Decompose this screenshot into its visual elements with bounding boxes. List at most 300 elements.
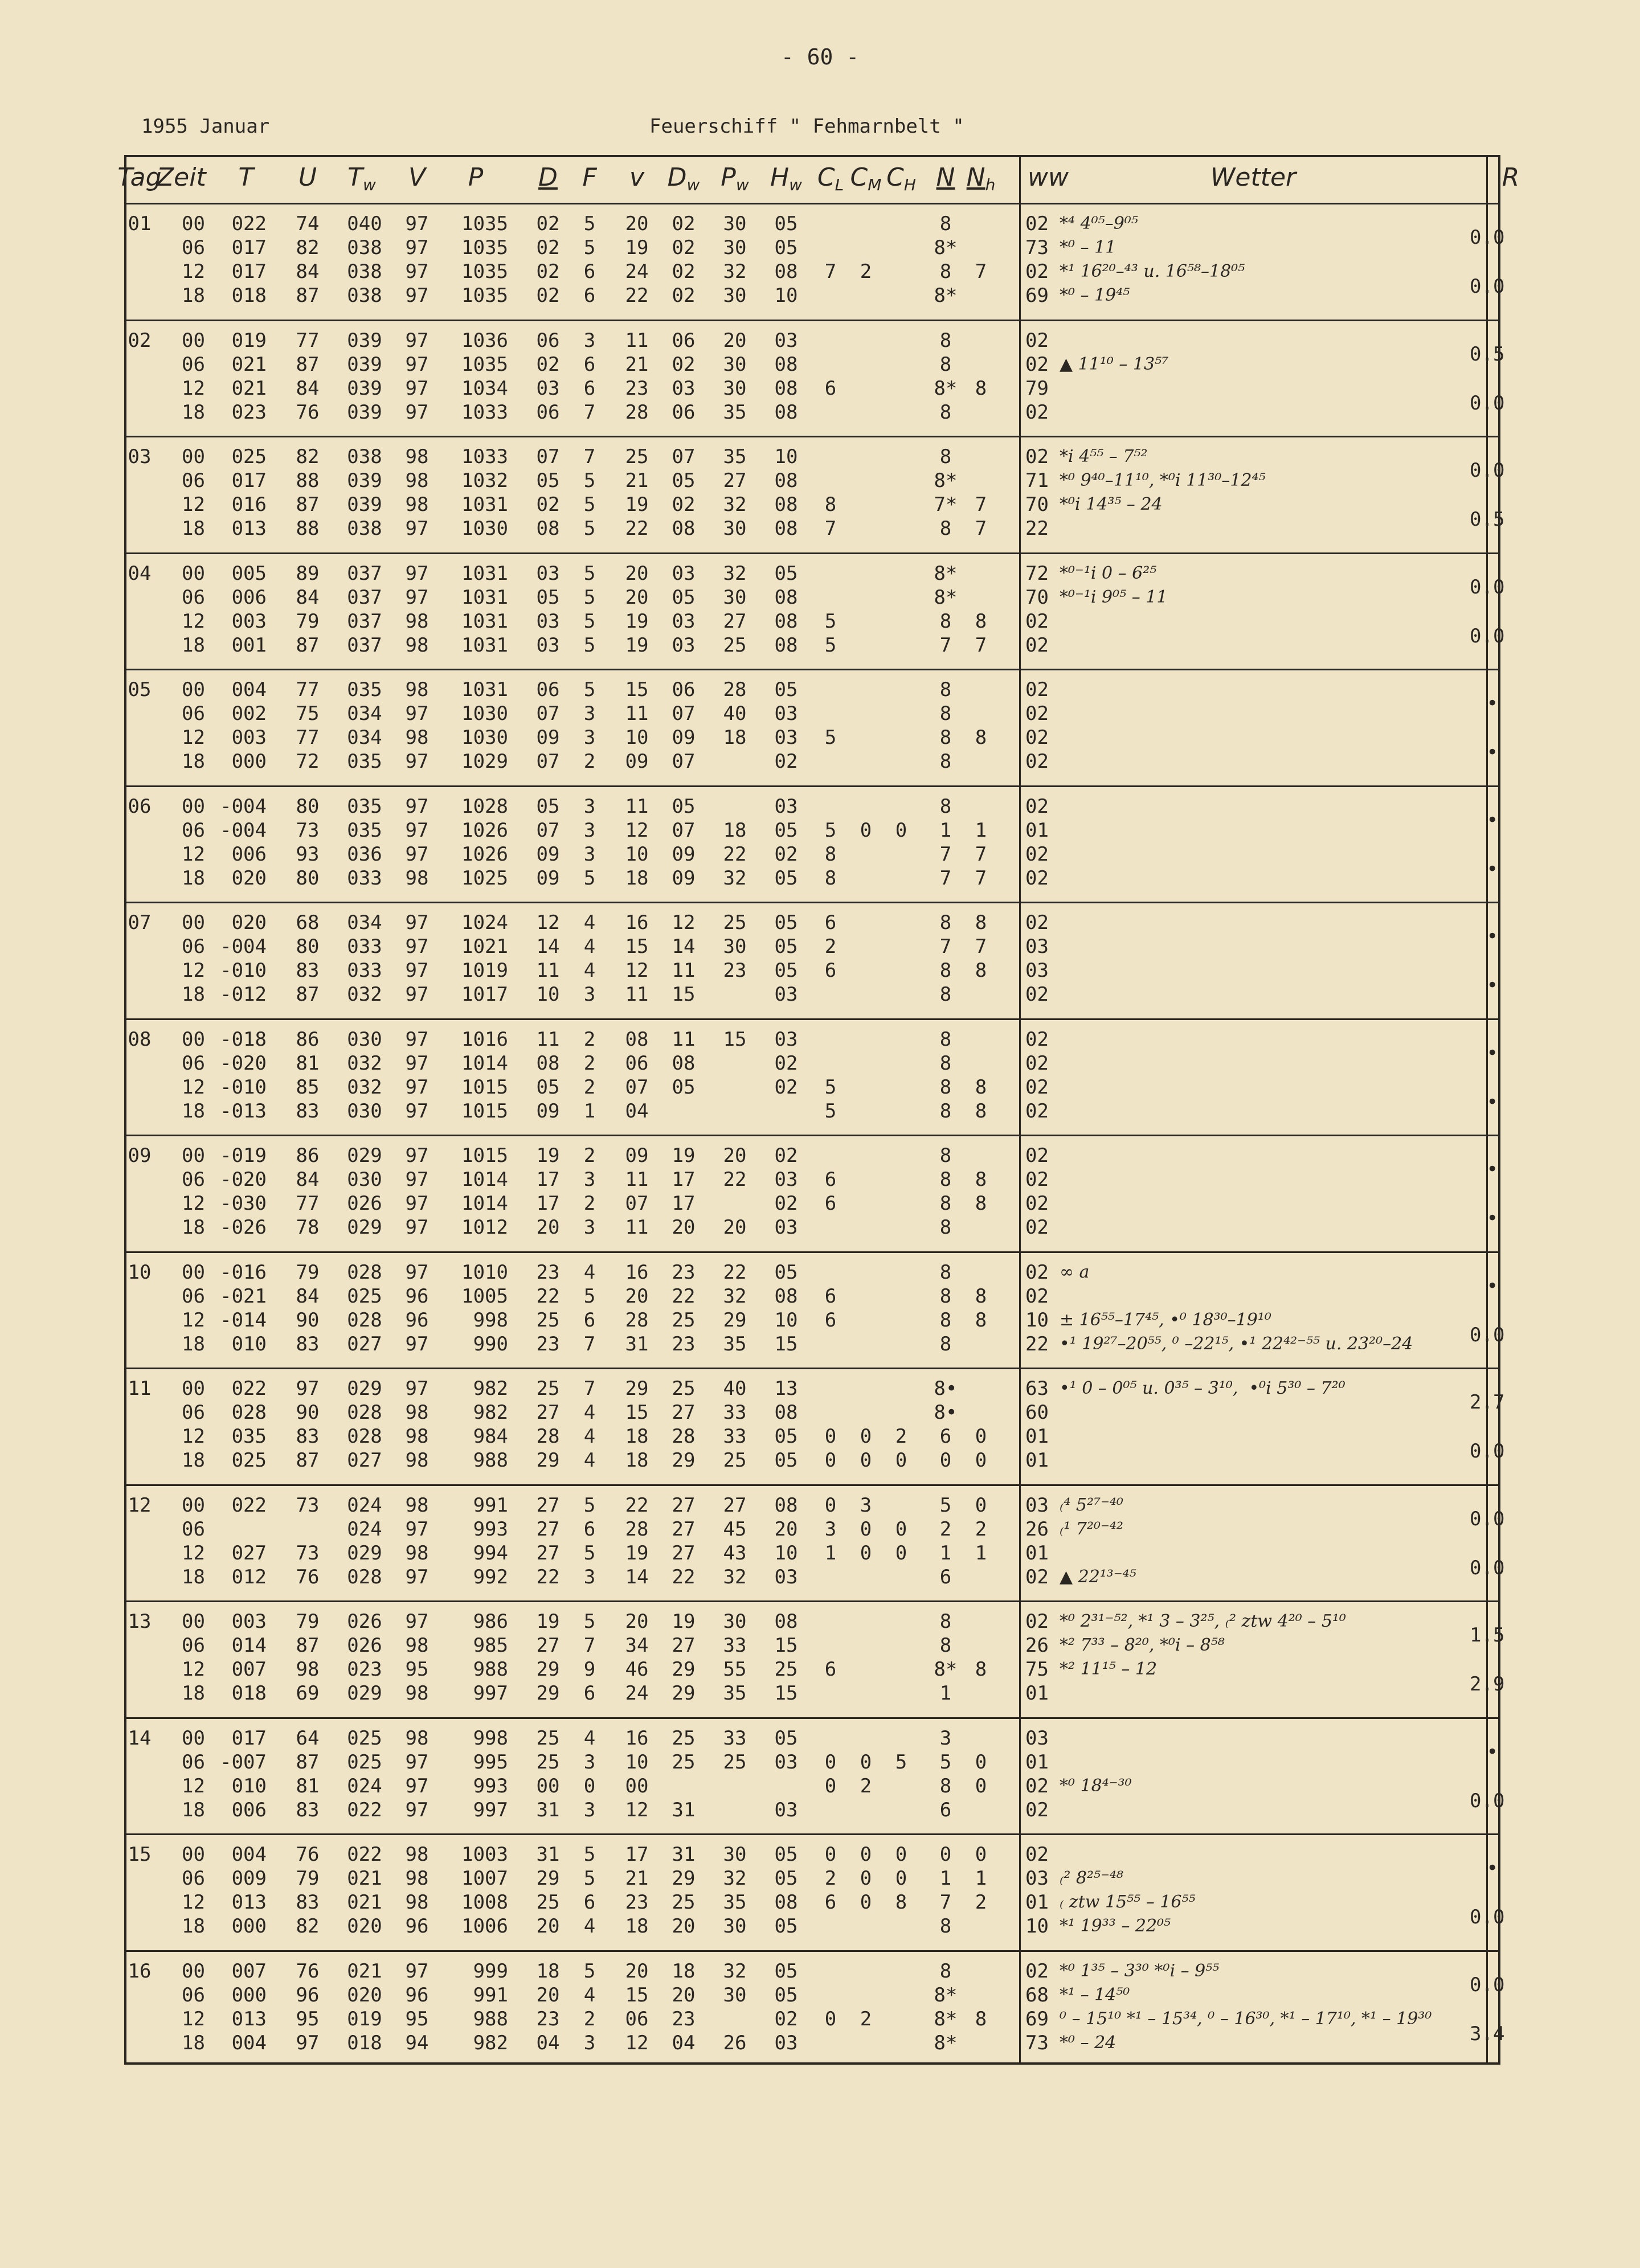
cell-dw: 07: [672, 445, 696, 468]
cell-ww: 03: [1025, 1726, 1049, 1750]
cell-hw: 15: [774, 1332, 798, 1356]
cell-zeit: 06: [182, 1051, 205, 1075]
cell-pw: 45: [723, 1517, 747, 1541]
cell-n: 8: [939, 1308, 952, 1332]
cell-ww: 01: [1025, 1425, 1049, 1448]
cell-hw: 08: [774, 493, 798, 516]
cell-zeit: 18: [182, 284, 205, 307]
cell-hw: 03: [774, 702, 798, 725]
cell-ww: 79: [1025, 376, 1049, 400]
cell-v: 97: [405, 959, 429, 982]
cell-dw: 20: [672, 1216, 696, 1239]
cell-v: 10: [625, 726, 649, 749]
cell-v: 24: [625, 260, 649, 283]
cell-t: 017: [231, 469, 267, 492]
cell-n: 7*: [934, 493, 958, 516]
cell-hw: 10: [774, 284, 798, 307]
cell-wetter: ▲ 11¹⁰ – 13⁵⁷: [1060, 354, 1169, 374]
cell-cl: 7: [824, 517, 837, 540]
cell-v: 98: [405, 1682, 429, 1705]
cell-v: 97: [405, 284, 429, 307]
cell-zeit: 00: [182, 445, 205, 468]
cell-f: 7: [583, 1332, 596, 1356]
cell-pw: 25: [723, 1750, 747, 1774]
cell-zeit: 18: [182, 517, 205, 540]
cell-p: 1014: [461, 1192, 508, 1215]
cell-cm: 0: [860, 1517, 872, 1541]
cell-cl: 5: [824, 633, 837, 657]
cell-u: 96: [296, 1983, 320, 2007]
cell-dw: 29: [672, 1867, 696, 1890]
cell-cl: 8: [824, 866, 837, 890]
cell-n: 1: [939, 1867, 952, 1890]
day-label: 16: [128, 1959, 152, 1983]
cell-v: 95: [405, 2007, 429, 2030]
cell-f: 5: [583, 1959, 596, 1983]
cell-f: 2: [583, 1192, 596, 1215]
cell-nh: 1: [975, 1867, 987, 1890]
cell-dw: 23: [672, 1260, 696, 1284]
cell-d: 20: [536, 1216, 560, 1239]
cell-tw: 025: [347, 1284, 382, 1308]
cell-d: 29: [536, 1449, 560, 1472]
cell-r: 0.0: [1470, 1323, 1505, 1346]
cell-tw: 030: [347, 1099, 382, 1123]
cell-t: 007: [231, 1658, 267, 1681]
cell-v: 98: [405, 726, 429, 749]
cell-t: 014: [231, 1634, 267, 1657]
cell-wetter: ± 16⁵⁵–17⁴⁵, •⁰ 18³⁰–19¹⁰: [1060, 1309, 1271, 1330]
cell-v: 29: [625, 1377, 649, 1400]
cell-f: 5: [583, 609, 596, 633]
cell-d: 25: [536, 1308, 560, 1332]
cell-r: 0.0: [1470, 1507, 1505, 1530]
cell-v: 28: [625, 1308, 649, 1332]
cell-v: 97: [405, 260, 429, 283]
cell-v: 98: [405, 445, 429, 468]
cell-tw: 033: [347, 866, 382, 890]
cell-ww: 02: [1025, 353, 1049, 376]
cell-t: -014: [220, 1308, 267, 1332]
cell-cm: 0: [860, 1449, 872, 1472]
cell-ch: 2: [895, 1425, 907, 1448]
cell-tw: 032: [347, 1075, 382, 1099]
cell-wetter: ∞ a: [1060, 1262, 1090, 1282]
cell-zeit: 00: [182, 678, 205, 701]
cell-hw: 05: [774, 1843, 798, 1866]
cell-d: 05: [536, 586, 560, 609]
cell-hw: 05: [774, 959, 798, 982]
cell-wetter: *¹ – 14⁵⁰: [1060, 1984, 1130, 2005]
cell-ch: 0: [895, 1449, 907, 1472]
cell-ww: 60: [1025, 1401, 1049, 1424]
cell-p: 985: [473, 1634, 508, 1657]
cell-hw: 20: [774, 1517, 798, 1541]
cell-cl: 8: [824, 493, 837, 516]
cell-f: 6: [583, 1891, 596, 1914]
cell-v: 23: [625, 376, 649, 400]
cell-dw: 14: [672, 935, 696, 958]
cell-nh: 2: [975, 1517, 987, 1541]
cell-tw: 039: [347, 493, 382, 516]
cell-ww: 02: [1025, 445, 1049, 468]
cell-pw: 35: [723, 400, 747, 424]
cell-u: 85: [296, 1075, 320, 1099]
cell-u: 84: [296, 586, 320, 609]
cell-dw: 29: [672, 1658, 696, 1681]
cell-dw: 27: [672, 1517, 696, 1541]
cell-ww: 02: [1025, 866, 1049, 890]
cell-nh: 0: [975, 1449, 987, 1472]
cell-hw: 08: [774, 1610, 798, 1633]
cell-zeit: 00: [182, 1493, 205, 1517]
cell-tw: 039: [347, 329, 382, 352]
cell-wetter: •¹ 19²⁷–20⁵⁵, ⁰ –22¹⁵, •¹ 22⁴²⁻⁵⁵ u. 23²⁰–24: [1060, 1333, 1413, 1354]
cell-tw: 029: [347, 1216, 382, 1239]
cell-tw: 028: [347, 1565, 382, 1589]
cell-n: 8*: [934, 562, 958, 585]
cell-f: 6: [583, 353, 596, 376]
cell-hw: 03: [774, 1750, 798, 1774]
cell-r: •: [1486, 692, 1498, 715]
cell-ww: 01: [1025, 818, 1049, 842]
cell-p: 1006: [461, 1915, 508, 1938]
cell-hw: 15: [774, 1634, 798, 1657]
cell-u: 87: [296, 633, 320, 657]
cell-v: 31: [625, 1332, 649, 1356]
cell-pw: 32: [723, 866, 747, 890]
cell-p: 1031: [461, 609, 508, 633]
cell-cl: 5: [824, 818, 837, 842]
cell-r: •: [1486, 1274, 1498, 1297]
cell-r: 0.0: [1470, 1556, 1505, 1579]
cell-hw: 08: [774, 1891, 798, 1914]
cell-cl: 6: [824, 1658, 837, 1681]
cell-v: 20: [625, 562, 649, 585]
cell-p: 1030: [461, 726, 508, 749]
cell-zeit: 18: [182, 1332, 205, 1356]
cell-t: 020: [231, 866, 267, 890]
cell-p: 1019: [461, 959, 508, 982]
cell-u: 77: [296, 329, 320, 352]
column-header-tw: $T_w$: [347, 163, 376, 194]
cell-d: 27: [536, 1493, 560, 1517]
cell-zeit: 12: [182, 493, 205, 516]
cell-pw: 27: [723, 469, 747, 492]
cell-d: 07: [536, 750, 560, 773]
cell-n: 8: [939, 1634, 952, 1657]
cell-u: 82: [296, 1915, 320, 1938]
cell-p: 1034: [461, 376, 508, 400]
day-label: 01: [128, 212, 152, 235]
cell-tw: 039: [347, 376, 382, 400]
cell-t: 012: [231, 1565, 267, 1589]
cell-d: 23: [536, 1260, 560, 1284]
cell-hw: 08: [774, 1401, 798, 1424]
cell-pw: 32: [723, 1867, 747, 1890]
cell-u: 86: [296, 1027, 320, 1051]
cell-hw: 25: [774, 1658, 798, 1681]
cell-pw: 22: [723, 1168, 747, 1191]
cell-r: •: [1486, 925, 1498, 948]
cell-cl: 6: [824, 959, 837, 982]
cell-nh: 7: [975, 866, 987, 890]
day-label: 07: [128, 911, 152, 934]
cell-nh: 1: [975, 1541, 987, 1565]
cell-cl: 5: [824, 609, 837, 633]
cell-d: 22: [536, 1284, 560, 1308]
cell-p: 1010: [461, 1260, 508, 1284]
cell-r: 0.5: [1470, 342, 1505, 366]
cell-v: 18: [625, 1425, 649, 1448]
cell-v: 07: [625, 1192, 649, 1215]
cell-d: 29: [536, 1658, 560, 1681]
cell-cm: 2: [860, 260, 872, 283]
cell-dw: 20: [672, 1983, 696, 2007]
cell-n: 8*: [934, 284, 958, 307]
cell-n: 1: [939, 1541, 952, 1565]
cell-ww: 02: [1025, 1144, 1049, 1167]
cell-ww: 02: [1025, 1959, 1049, 1983]
cell-zeit: 00: [182, 329, 205, 352]
cell-v: 98: [405, 469, 429, 492]
cell-ww: 02: [1025, 1192, 1049, 1215]
cell-ww: 02: [1025, 750, 1049, 773]
cell-pw: 30: [723, 517, 747, 540]
cell-v: 97: [405, 1216, 429, 1239]
cell-d: 06: [536, 400, 560, 424]
cell-tw: 027: [347, 1449, 382, 1472]
cell-dw: 22: [672, 1565, 696, 1589]
cell-ch: 0: [895, 1517, 907, 1541]
cell-cm: 2: [860, 2007, 872, 2030]
cell-dw: 06: [672, 329, 696, 352]
cell-ww: 03: [1025, 1867, 1049, 1890]
cell-f: 3: [583, 1216, 596, 1239]
cell-n: 8: [939, 1959, 952, 1983]
cell-ww: 02: [1025, 400, 1049, 424]
cell-n: 8*: [934, 1983, 958, 2007]
cell-wetter: *⁰i 14³⁵ – 24: [1060, 494, 1163, 514]
cell-f: 5: [583, 1541, 596, 1565]
day-divider: [126, 1833, 1498, 1835]
cell-v: 08: [625, 1027, 649, 1051]
cell-nh: 7: [975, 935, 987, 958]
cell-ww: 02: [1025, 633, 1049, 657]
cell-f: 5: [583, 678, 596, 701]
cell-nh: 8: [975, 1658, 987, 1681]
cell-t: 000: [231, 1983, 267, 2007]
cell-dw: 09: [672, 842, 696, 866]
cell-t: 006: [231, 1798, 267, 1821]
cell-t: -013: [220, 1099, 267, 1123]
cell-n: 0: [939, 1843, 952, 1866]
cell-f: 2: [583, 1051, 596, 1075]
cell-cl: 0: [824, 2007, 837, 2030]
cell-u: 84: [296, 1284, 320, 1308]
cell-pw: 30: [723, 212, 747, 235]
cell-v: 21: [625, 1867, 649, 1890]
cell-hw: 05: [774, 1915, 798, 1938]
cell-pw: 27: [723, 609, 747, 633]
cell-v: 11: [625, 1168, 649, 1191]
cell-tw: 028: [347, 1308, 382, 1332]
cell-f: 6: [583, 1308, 596, 1332]
cell-zeit: 18: [182, 1915, 205, 1938]
cell-d: 03: [536, 562, 560, 585]
cell-f: 6: [583, 284, 596, 307]
cell-zeit: 06: [182, 702, 205, 725]
cell-ww: 26: [1025, 1517, 1049, 1541]
cell-wetter: *⁰ 1³⁵ – 3³⁰ *⁰i – 9⁵⁵: [1060, 1960, 1220, 1981]
cell-f: 5: [583, 469, 596, 492]
cell-ww: 02: [1025, 609, 1049, 633]
cell-v: 94: [405, 2031, 429, 2054]
cell-f: 3: [583, 702, 596, 725]
cell-v: 18: [625, 866, 649, 890]
cell-t: 006: [231, 586, 267, 609]
cell-p: 982: [473, 1401, 508, 1424]
cell-v: 98: [405, 1867, 429, 1890]
cell-hw: 08: [774, 469, 798, 492]
cell-pw: 32: [723, 562, 747, 585]
day-label: 15: [128, 1843, 152, 1866]
cell-cm: 0: [860, 1425, 872, 1448]
cell-p: 991: [473, 1983, 508, 2007]
cell-dw: 02: [672, 236, 696, 259]
cell-ww: 10: [1025, 1915, 1049, 1938]
cell-n: 8: [939, 1075, 952, 1099]
cell-zeit: 06: [182, 1168, 205, 1191]
cell-t: -010: [220, 959, 267, 982]
cell-r: •: [1486, 741, 1498, 764]
cell-f: 5: [583, 212, 596, 235]
cell-v: 97: [405, 842, 429, 866]
cell-p: 1015: [461, 1075, 508, 1099]
cell-v: 97: [405, 1192, 429, 1215]
cell-dw: 15: [672, 983, 696, 1006]
cell-u: 97: [296, 2031, 320, 2054]
cell-v: 98: [405, 1843, 429, 1866]
cell-f: 5: [583, 493, 596, 516]
cell-t: -004: [220, 935, 267, 958]
cell-r: •: [1486, 808, 1498, 832]
cell-r: •: [1486, 1158, 1498, 1181]
cell-f: 3: [583, 1565, 596, 1589]
cell-t: 013: [231, 2007, 267, 2030]
cell-v: 97: [405, 911, 429, 934]
cell-hw: 08: [774, 586, 798, 609]
day-divider: [126, 552, 1498, 554]
cell-n: 8: [939, 1915, 952, 1938]
cell-pw: 35: [723, 445, 747, 468]
cell-t: -026: [220, 1216, 267, 1239]
cell-f: 6: [583, 1682, 596, 1705]
cell-ww: 03: [1025, 959, 1049, 982]
cell-tw: 029: [347, 1682, 382, 1705]
column-divider: [1019, 157, 1021, 2062]
cell-v: 19: [625, 236, 649, 259]
cell-nh: 8: [975, 1168, 987, 1191]
cell-zeit: 00: [182, 562, 205, 585]
cell-pw: 25: [723, 633, 747, 657]
cell-ww: 02: [1025, 1099, 1049, 1123]
cell-u: 98: [296, 1658, 320, 1681]
cell-v: 19: [625, 609, 649, 633]
cell-n: 8: [939, 1027, 952, 1051]
cell-t: 005: [231, 562, 267, 585]
cell-t: 025: [231, 445, 267, 468]
cell-v: 11: [625, 329, 649, 352]
cell-v: 98: [405, 678, 429, 701]
cell-u: 76: [296, 1959, 320, 1983]
cell-tw: 035: [347, 795, 382, 818]
cell-v: 19: [625, 493, 649, 516]
cell-t: 000: [231, 1915, 267, 1938]
cell-p: 993: [473, 1774, 508, 1798]
cell-v: 98: [405, 633, 429, 657]
cell-u: 83: [296, 1798, 320, 1821]
cell-f: 5: [583, 1867, 596, 1890]
cell-n: 8: [939, 1774, 952, 1798]
cell-cl: 0: [824, 1493, 837, 1517]
cell-p: 1021: [461, 935, 508, 958]
cell-pw: 18: [723, 726, 747, 749]
cell-v: 24: [625, 1682, 649, 1705]
cell-v: 12: [625, 818, 649, 842]
column-header-d: D: [538, 163, 558, 192]
cell-d: 07: [536, 818, 560, 842]
cell-f: 3: [583, 818, 596, 842]
cell-tw: 032: [347, 983, 382, 1006]
cell-v: 09: [625, 750, 649, 773]
cell-d: 09: [536, 842, 560, 866]
cell-dw: 23: [672, 2007, 696, 2030]
cell-ww: 03: [1025, 1493, 1049, 1517]
cell-p: 1015: [461, 1099, 508, 1123]
cell-tw: 024: [347, 1774, 382, 1798]
cell-zeit: 12: [182, 1541, 205, 1565]
cell-v: 17: [625, 1843, 649, 1866]
cell-wetter: ⁰ – 15¹⁰ *¹ – 15³⁴, ⁰ – 16³⁰, *¹ – 17¹⁰, *¹ – 19³⁰: [1060, 2008, 1432, 2029]
cell-r: •: [1486, 1207, 1498, 1230]
cell-n: 1: [939, 1682, 952, 1705]
cell-n: 5: [939, 1493, 952, 1517]
cell-v: 15: [625, 935, 649, 958]
cell-u: 79: [296, 1867, 320, 1890]
cell-n: 8: [939, 983, 952, 1006]
cell-pw: 30: [723, 935, 747, 958]
cell-dw: 25: [672, 1726, 696, 1750]
cell-cm: 2: [860, 1774, 872, 1798]
cell-dw: 27: [672, 1401, 696, 1424]
cell-f: 4: [583, 911, 596, 934]
cell-wetter: *⁰ – 11: [1060, 238, 1116, 257]
cell-dw: 05: [672, 469, 696, 492]
cell-tw: 029: [347, 1541, 382, 1565]
column-header-r: R: [1502, 163, 1520, 192]
cell-hw: 05: [774, 866, 798, 890]
cell-p: 997: [473, 1798, 508, 1821]
cell-d: 06: [536, 329, 560, 352]
cell-u: 79: [296, 609, 320, 633]
cell-dw: 04: [672, 2031, 696, 2054]
cell-d: 10: [536, 983, 560, 1006]
cell-dw: 12: [672, 911, 696, 934]
cell-t: 000: [231, 750, 267, 773]
cell-v: 19: [625, 1541, 649, 1565]
column-header-f: F: [582, 163, 597, 192]
